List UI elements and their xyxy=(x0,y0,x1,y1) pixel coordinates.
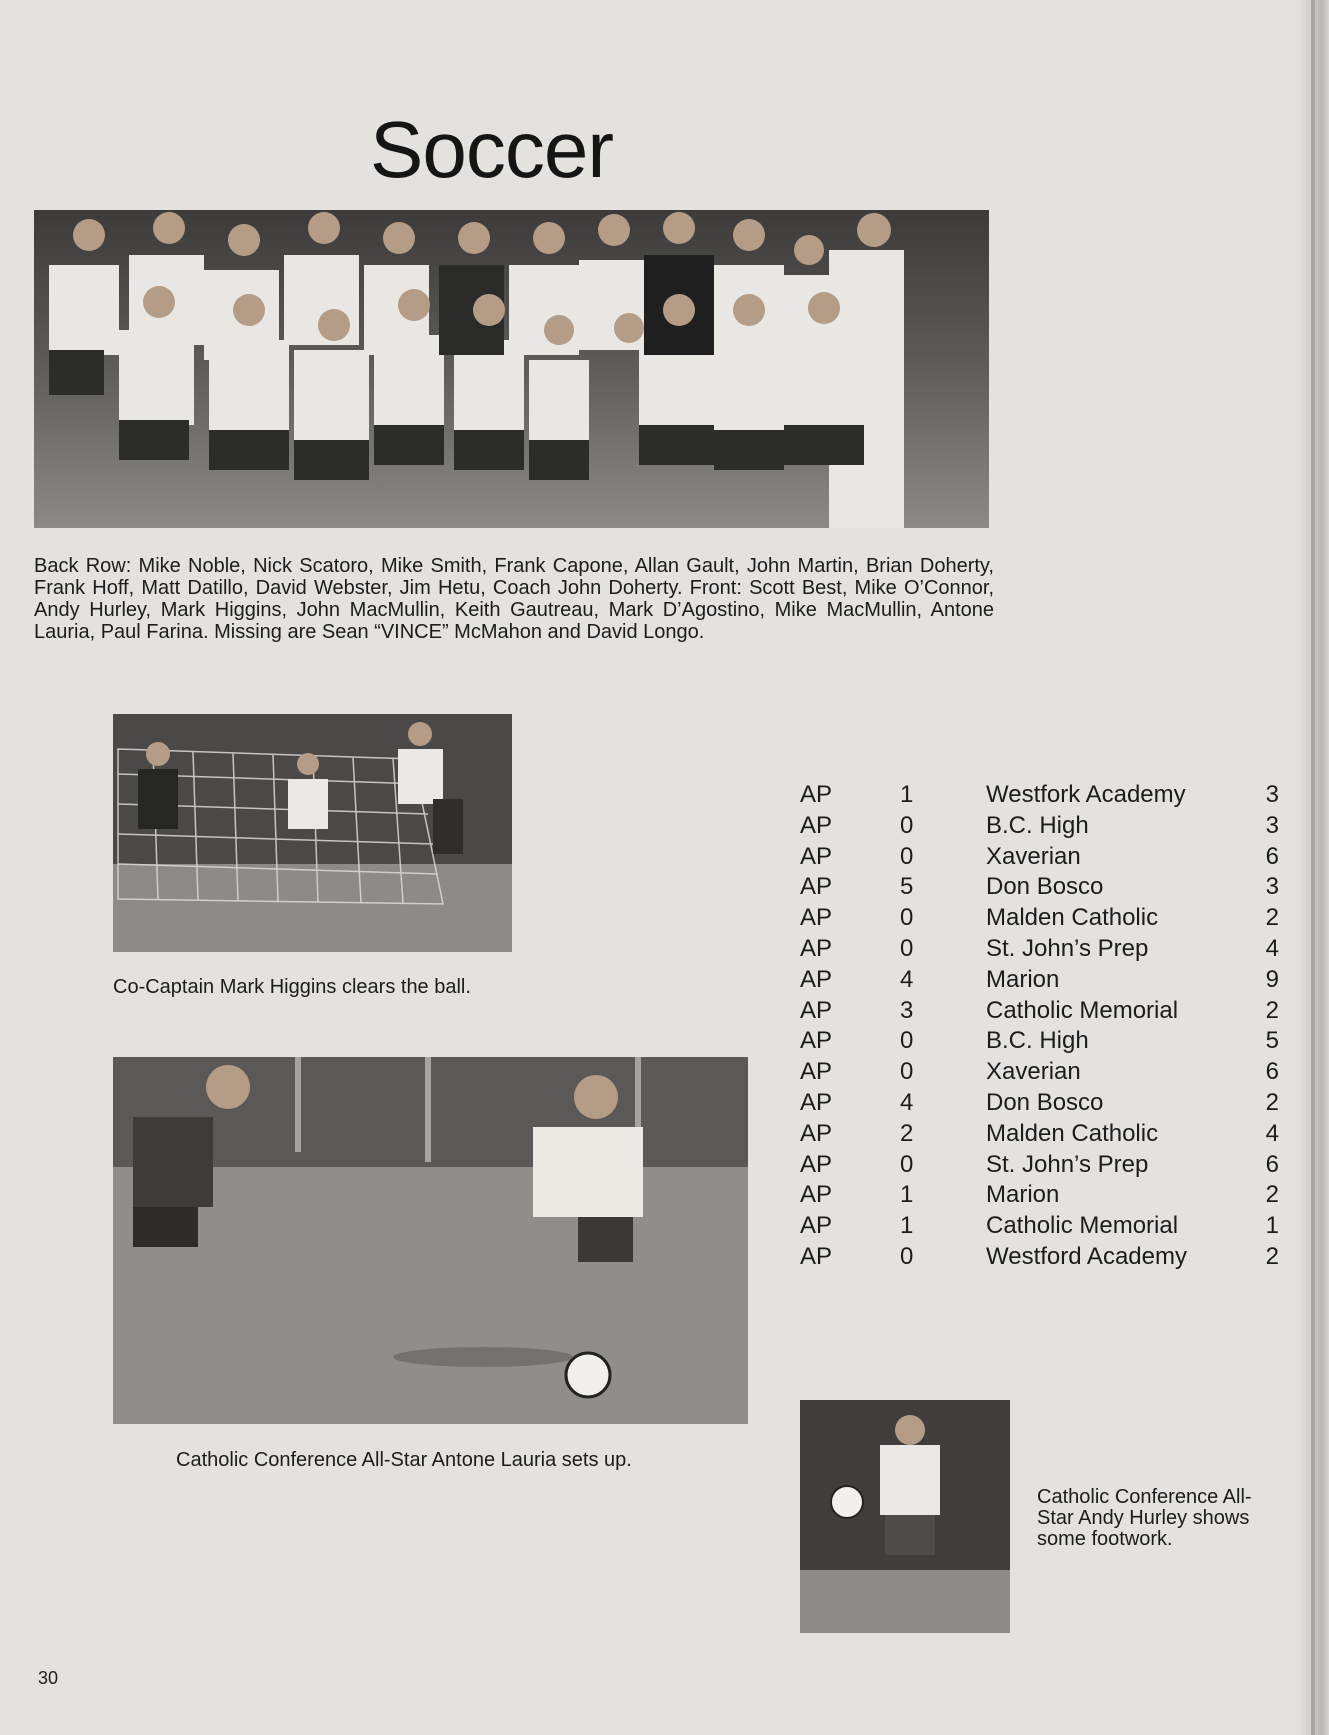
table-row xyxy=(800,965,1279,996)
opponent-score: 2 xyxy=(1265,1181,1279,1209)
opponent-score: 2 xyxy=(1265,1242,1279,1270)
team-name: AP xyxy=(800,996,833,1024)
team-name: AP xyxy=(800,811,833,839)
opponent-name: Malden Catholic xyxy=(986,904,1159,932)
table-row xyxy=(800,1026,1279,1057)
team-score: 0 xyxy=(900,1150,914,1178)
team-score: 1 xyxy=(900,781,914,808)
footwork-photo xyxy=(800,1400,1010,1633)
table-row xyxy=(800,1211,1279,1242)
binding-edge xyxy=(1311,0,1315,1735)
team-name: AP xyxy=(800,1058,833,1086)
table-row xyxy=(800,811,1279,842)
opponent-name: Xaverian xyxy=(986,1058,1081,1086)
team-score: 5 xyxy=(900,873,914,901)
team-name: AP xyxy=(800,904,833,932)
opponent-name: Marion xyxy=(986,1181,1060,1209)
team-name: AP xyxy=(800,1119,833,1147)
team-name: AP xyxy=(800,1212,833,1240)
opponent-score: 2 xyxy=(1265,996,1279,1024)
opponent-name: Catholic Memorial xyxy=(986,996,1179,1024)
team-score: 0 xyxy=(900,904,914,932)
opponent-name: B.C. High xyxy=(986,811,1089,839)
opponent-score: 1 xyxy=(1265,1212,1279,1240)
table-row xyxy=(800,1057,1279,1088)
team-score: 0 xyxy=(900,1027,914,1055)
page-title: Soccer xyxy=(370,105,613,194)
team-score: 2 xyxy=(900,1119,914,1147)
team-name: AP xyxy=(800,1027,833,1055)
team-name: AP xyxy=(800,965,833,993)
team-score: 0 xyxy=(900,934,914,962)
opponent-name: Xaverian xyxy=(986,842,1081,870)
opponent-score: 2 xyxy=(1265,904,1279,932)
opponent-name: Marion xyxy=(986,965,1060,993)
team-score: 1 xyxy=(900,1181,914,1209)
team-score: 0 xyxy=(900,1242,914,1270)
opponent-score: 6 xyxy=(1265,1150,1279,1178)
team-score: 1 xyxy=(900,1212,914,1240)
team-name: AP xyxy=(800,1088,833,1116)
page-number: 30 xyxy=(38,1668,59,1688)
opponent-score: 3 xyxy=(1265,811,1279,839)
opponent-score: 6 xyxy=(1265,842,1279,870)
dribbling-photo xyxy=(113,1057,748,1424)
table-row xyxy=(800,872,1279,903)
footwork-photo-caption: Catholic Conference All-Star Andy Hurley shows some footwork. xyxy=(1037,1486,1252,1550)
opponent-score: 5 xyxy=(1265,1027,1279,1055)
opponent-score: 3 xyxy=(1265,781,1279,808)
opponent-score: 3 xyxy=(1265,873,1279,901)
opponent-name: Don Bosco xyxy=(986,1088,1104,1116)
opponent-score: 9 xyxy=(1265,965,1279,993)
opponent-name: Westford Academy xyxy=(986,1242,1187,1270)
opponent-name: B.C. High xyxy=(986,1027,1089,1055)
team-score: 4 xyxy=(900,1088,914,1116)
team-name: AP xyxy=(800,842,833,870)
table-row xyxy=(800,1088,1279,1119)
opponent-score: 6 xyxy=(1265,1058,1279,1086)
team-name: AP xyxy=(800,1242,833,1270)
table-row xyxy=(800,1119,1279,1150)
team-name: AP xyxy=(800,934,833,962)
table-row xyxy=(800,1242,1279,1273)
table-row xyxy=(800,1150,1279,1181)
team-name: AP xyxy=(800,781,833,808)
team-name: AP xyxy=(800,1181,833,1209)
goal-clearance-photo xyxy=(113,714,512,952)
team-name: AP xyxy=(800,873,833,901)
opponent-score: 2 xyxy=(1265,1088,1279,1116)
table-row xyxy=(800,934,1279,965)
opponent-name: Catholic Memorial xyxy=(986,1212,1179,1240)
team-score: 3 xyxy=(900,996,914,1024)
table-row xyxy=(800,903,1279,934)
opponent-name: St. John’s Prep xyxy=(986,1150,1149,1178)
goal-photo-caption: Co-Captain Mark Higgins clears the ball. xyxy=(113,976,471,998)
team-photo xyxy=(34,210,989,528)
opponent-name: Don Bosco xyxy=(986,873,1104,901)
team-score: 0 xyxy=(900,842,914,870)
opponent-name: Westfork Academy xyxy=(986,781,1186,808)
table-row xyxy=(800,780,1279,811)
opponent-name: Malden Catholic xyxy=(986,1119,1159,1147)
team-score: 0 xyxy=(900,811,914,839)
opponent-score: 4 xyxy=(1265,1119,1279,1147)
table-row xyxy=(800,842,1279,873)
opponent-name: St. John’s Prep xyxy=(986,934,1149,962)
team-photo-caption: Back Row: Mike Noble, Nick Scatoro, Mike Smith, Frank Capone, Allan Gault, John Martin, Brian Doherty, Frank Hoff, Matt Datillo, David Webster, Jim Hetu, Coach John Doherty. Front: Scott Best, Mike O’Connor, Andy Hurley, Mark Higgins, John MacMullin, Keith Gautreau, Mark D’Agostino, Mike MacMullin, Antone Lauria, Paul Farina. Missing are Sean “VINCE” McMahon and David Longo. xyxy=(34,555,994,643)
team-score: 0 xyxy=(900,1058,914,1086)
team-score: 4 xyxy=(900,965,914,993)
table-row xyxy=(800,996,1279,1027)
opponent-score: 4 xyxy=(1265,934,1279,962)
table-row xyxy=(800,1180,1279,1211)
season-results-table xyxy=(800,780,1279,1273)
dribbling-photo-caption: Catholic Conference All-Star Antone Lauria sets up. xyxy=(176,1449,632,1471)
team-name: AP xyxy=(800,1150,833,1178)
